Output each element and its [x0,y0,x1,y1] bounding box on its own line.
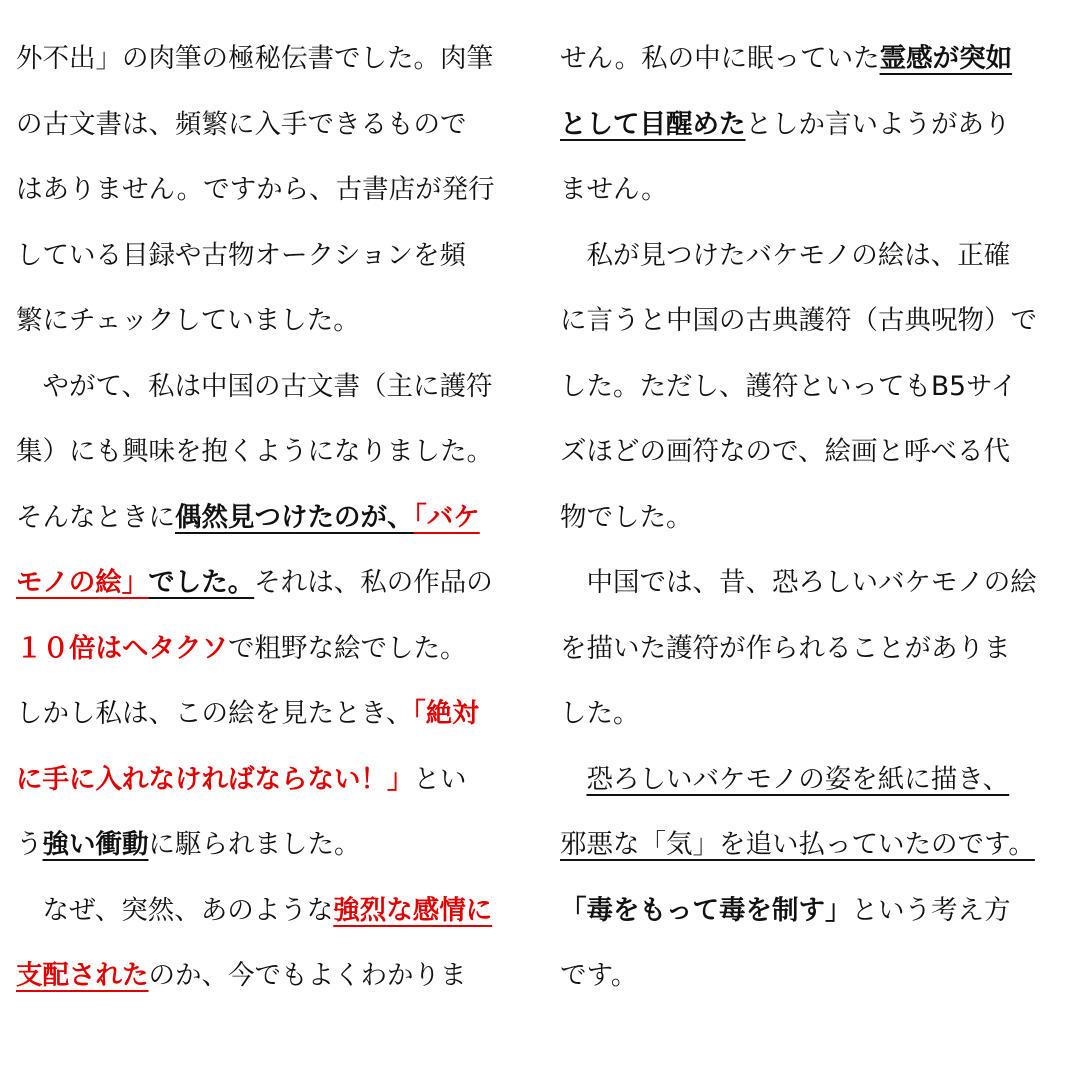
right-column-text-line [560,157,1066,223]
emphasized-text: 偶然見つけたのが、 [175,501,414,533]
text-run: なぜ、突然、あのような [16,894,334,926]
highlighted-text: に手に入れなければならない！」 [16,763,414,795]
text-run: で粗野な絵でした。 [228,632,467,664]
text-run: う [16,829,43,860]
emphasized-text: 邪悪な「気」を追い払っていたのです。 [560,829,1035,860]
emphasized-text: でした。 [148,567,255,598]
emphasized-text: として目醒めた [560,108,746,140]
text-run: に言うと中国の古典護符（古典呪物）で [560,305,1037,336]
text-run: やがて、私は中国の古文書（主に護符 [16,370,493,402]
emphasized-text: 恐ろしいバケモノの姿を紙に描き、 [586,763,1010,795]
left-column-text-line [16,354,522,420]
text-run: ズほどの画符なので、絵画と呼べる代 [560,436,1010,467]
left-column-text-line [16,485,522,551]
emphasized-text: 支配された [16,960,149,991]
right-column-text-line [560,878,1066,944]
text-run: 繁にチェックしていました。 [16,305,360,336]
left-column-text-line [16,157,522,223]
left-column-text-line [16,223,522,289]
text-run: とい [413,763,467,795]
text-run: そんなときに [16,501,175,533]
text-run: 外不出」の肉筆の極秘伝書でした。肉筆 [16,43,493,74]
left-column-text-line [16,943,522,1009]
text-run: した。ただし、護符といってもB5サイ [560,370,1018,402]
left-column-text-line [16,681,522,747]
text-run: しかし私は、この絵を見たとき、 [16,698,413,729]
right-column-text-line [560,812,1066,878]
text-run: それは、私の作品の [254,567,493,598]
text-run: の古文書は、頻繁に入手できるもので [16,108,467,140]
text-run: を描いた護符が作られることがありま [560,632,1011,664]
right-column-text-line [560,616,1066,682]
left-column-text-line [16,419,522,485]
right-column-text-line [560,354,1066,420]
emphasized-text: 強い衝動 [42,829,149,860]
left-column-text-line [16,747,522,813]
text-run: している目録や古物オークションを頻 [16,239,466,271]
right-column-text-line [560,419,1066,485]
right-column-text-line [560,943,1066,1009]
left-column-text-line [16,550,522,616]
emphasized-text: モノの絵」 [16,567,149,598]
text-run: のか、今でもよくわかりま [148,960,467,991]
text-run: はありません。ですから、古書店が発行 [16,174,495,205]
highlighted-text: １０倍はヘタクソ [16,632,228,664]
right-column-text-line [560,92,1066,158]
right-column-text-line [560,26,1066,92]
left-column-text-line [16,288,522,354]
right-column-text-line [560,223,1066,289]
left-column-text-line [16,616,522,682]
left-column-text-line [16,26,522,92]
highlighted-text: 「絶対 [412,698,479,729]
text-run: 物でした。 [560,501,693,533]
text-run: です。 [560,960,638,991]
text-run: としか言いようがあり [745,108,1011,140]
text-run: 集）にも興味を抱くようになりました。 [16,436,493,467]
right-column-text-line [560,681,1066,747]
left-column-text-line [16,878,522,944]
text-run: に駆られました。 [148,829,361,860]
text-run: ません。 [560,174,668,205]
emphasized-text: 「バケ [413,501,480,533]
right-column-text-line [560,550,1066,616]
left-column-text-line [16,812,522,878]
text-run: 私が見つけたバケモノの絵は、正確 [560,239,1011,271]
text-run: した。 [560,698,640,729]
emphasized-text: 強烈な感情に [333,894,493,926]
right-column-text-line [560,747,1066,813]
highlighted-text: 「毒をもって毒を制す」 [560,894,852,926]
text-run [560,764,587,795]
left-column-text-line [16,92,522,158]
text-run: 中国では、昔、恐ろしいバケモノの絵 [560,567,1037,598]
emphasized-text: 霊感が突如 [879,43,1013,74]
right-column-text-line [560,485,1066,551]
text-run: という考え方 [851,894,1011,926]
text-run: せん。私の中に眠っていた [560,43,880,74]
right-column-text-line [560,288,1066,354]
